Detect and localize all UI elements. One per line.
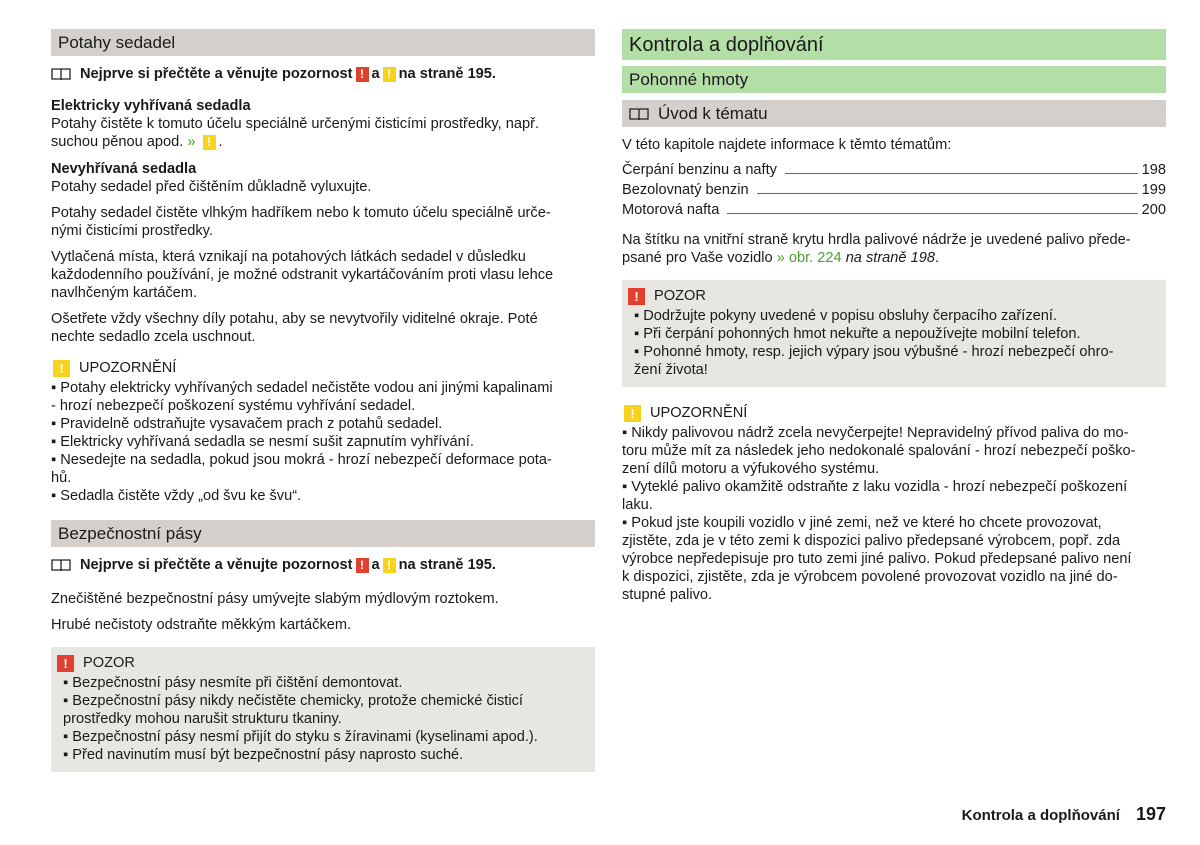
warning-red-icon: !	[356, 558, 369, 573]
list-item: toru může mít za následek jeho nedokonalé spalování - hrozí nebezpečí poško-	[622, 443, 1136, 459]
toc-label: Bezolovnatý benzin	[622, 182, 749, 198]
list-item: hů.	[51, 470, 72, 486]
section-heading-fuels: Pohonné hmoty	[622, 66, 1166, 93]
read-first-page: na straně 195.	[398, 66, 496, 82]
notice-header	[622, 404, 1166, 422]
cross-reference-link[interactable]: »	[187, 134, 196, 150]
list-item: ▪ Dodržujte pokyny uvedené v popisu obsluhy čerpacího zařízení.	[634, 308, 1057, 324]
notice-header	[51, 359, 595, 377]
figure-reference-link[interactable]: » obr. 224	[776, 250, 842, 266]
notice-box-fuel	[622, 404, 1166, 604]
paragraph-line: navlhčeným kartáčem.	[51, 285, 197, 301]
unheated-seats-title: Nevyhřívaná sedadla	[51, 161, 197, 177]
paragraph-damp-cloth	[51, 204, 595, 240]
notice-title: UPOZORNĚNÍ	[79, 360, 177, 376]
right-column	[622, 29, 1166, 604]
danger-box-fuel	[622, 280, 1166, 387]
list-item: k dispozici, zjistěte, zda je výrobcem povolené provozovat vozidlo na jiné do-	[622, 569, 1118, 585]
toc-page: 199	[1141, 182, 1166, 198]
notice-list	[51, 379, 595, 505]
warning-yellow-icon: !	[624, 405, 641, 422]
paragraph-line: Na štítku na vnitřní straně krytu hrdla palivové nádrže je uvedené palivo přede-	[622, 232, 1131, 248]
list-item: stupné palivo.	[622, 587, 713, 603]
paragraph-treat-all-parts	[51, 310, 595, 346]
paragraph-line: nými čisticími prostředky.	[51, 223, 213, 239]
page-reference: na straně 198	[845, 250, 935, 266]
list-item: ▪ Vyteklé palivo okamžitě odstraňte z laku vozidla - hrozí nebezpečí poškození	[622, 479, 1128, 495]
list-item: výrobce nepředepisuje pro tuto zemi jiné palivo. Pokud předepsané palivo není	[622, 551, 1132, 567]
heated-seats-text-2: suchou pěnou apod.	[51, 134, 184, 150]
page-number: 197	[1135, 804, 1166, 824]
list-item: ▪ Elektricky vyhřívaná sedadla se nesmí sušit zapnutím vyhřívání.	[51, 434, 474, 450]
danger-title: POZOR	[654, 288, 706, 304]
list-item: ▪ Pohonné hmoty, resp. jejich výpary jsou výbušné - hrozí nebezpečí ohro-	[634, 344, 1114, 360]
section-heading-seat-covers: Potahy sedadel	[51, 29, 595, 56]
intro-heading-text: Úvod k tématu	[658, 103, 768, 123]
toc-leader	[757, 193, 1138, 194]
belts-paragraph-2: Hrubé nečistoty odstraňte měkkým kartáčkem.	[51, 617, 352, 633]
paragraph-text: psané pro Vaše vozidlo	[622, 250, 773, 266]
toc-entry[interactable]	[622, 199, 1166, 219]
toc-page: 198	[1141, 162, 1166, 178]
danger-header	[626, 287, 1158, 305]
fuel-label-paragraph	[622, 231, 1166, 267]
danger-title: POZOR	[83, 655, 135, 671]
toc-leader	[785, 173, 1138, 174]
list-item: žení života!	[634, 362, 708, 378]
heated-seats-text-1: Potahy čistěte k tomuto účelu speciálně určenými čisticími prostředky, např.	[51, 116, 540, 132]
list-item: ▪ Pokud jste koupili vozidlo v jiné zemi, než ve které ho chcete provozovat,	[622, 515, 1102, 531]
book-icon	[51, 67, 71, 81]
read-first-and: a	[371, 66, 380, 82]
danger-list	[626, 307, 1158, 379]
read-first-text: Nejprve si přečtěte a věnujte pozornost	[80, 557, 353, 573]
danger-list	[55, 674, 587, 764]
list-item: ▪ Bezpečnostní pásy nikdy nečistěte chemicky, protože chemické čisticí	[63, 693, 523, 709]
list-item: ▪ Nikdy palivovou nádrž zcela nevyčerpejte! Nepravidelný přívod paliva do mo-	[622, 425, 1129, 441]
danger-header	[55, 654, 587, 672]
toc-label: Čerpání benzinu a nafty	[622, 162, 777, 178]
list-item: prostředky mohou narušit strukturu tkaniny.	[63, 711, 342, 727]
list-item: ▪ Nesedejte na sedadla, pokud jsou mokrá - hrozí nebezpečí deformace pota-	[51, 452, 552, 468]
toc-entry[interactable]	[622, 159, 1166, 179]
paragraph-line: Vytlačená místa, která vznikají na potahových látkách sedadel v důsledku	[51, 249, 526, 265]
book-icon	[51, 558, 71, 572]
section-heading-seat-belts: Bezpečnostní pásy	[51, 520, 595, 547]
belts-paragraph-1: Znečištěné bezpečnostní pásy umývejte slabým mýdlovým roztokem.	[51, 591, 499, 607]
paragraph-line	[622, 249, 1166, 267]
left-column	[51, 29, 595, 772]
book-icon	[629, 107, 649, 121]
paragraph-line: Ošetřete vždy všechny díly potahu, aby se nevytvořily viditelné okraje. Poté	[51, 311, 538, 327]
danger-box-belts	[51, 647, 595, 772]
list-item: laku.	[622, 497, 653, 513]
notice-title: UPOZORNĚNÍ	[650, 405, 748, 421]
footer-section-title: Kontrola a doplňování	[961, 807, 1120, 824]
paragraph-line: nechte sedadlo zcela uschnout.	[51, 329, 256, 345]
toc-leader	[727, 213, 1137, 214]
list-item: ▪ Potahy elektricky vyhřívaných sedadel nečistěte vodou ani jinými kapalinami	[51, 380, 553, 396]
list-item: - hrozí nebezpečí poškození systému vyhřívání sedadel.	[51, 398, 416, 414]
toc-label: Motorová nafta	[622, 202, 720, 218]
warning-red-icon: !	[57, 655, 74, 672]
intro-heading	[622, 100, 1166, 127]
paragraph-line: Potahy sedadel čistěte vlhkým hadříkem nebo k tomuto účelu speciálně urče-	[51, 205, 551, 221]
read-first-note	[51, 556, 595, 574]
list-item: ▪ Pravidelně odstraňujte vysavačem prach z potahů sedadel.	[51, 416, 443, 432]
read-first-page: na straně 195.	[398, 557, 496, 573]
chapter-heading: Kontrola a doplňování	[622, 29, 1166, 60]
warning-yellow-icon: !	[53, 360, 70, 377]
intro-text: V této kapitole najdete informace k těmto tématům:	[622, 137, 952, 153]
read-first-and: a	[371, 557, 380, 573]
toc-page: 200	[1141, 202, 1166, 218]
heated-seats-text-2-row: suchou pěnou apod. » ! .	[51, 134, 223, 150]
read-first-text: Nejprve si přečtěte a věnujte pozornost	[80, 66, 353, 82]
list-item: ▪ Bezpečnostní pásy nesmí přijít do styku s žíravinami (kyselinami apod.).	[63, 729, 538, 745]
list-item: zjistěte, zda je v této zemi k dispozici palivo předepsané výrobcem, popř. zda	[622, 533, 1121, 549]
list-item: ▪ Při čerpání pohonných hmot nekuřte a nepoužívejte mobilní telefon.	[634, 326, 1081, 342]
table-of-contents	[622, 159, 1166, 219]
paragraph-line: každodenního používání, je možné odstranit vykartáčováním proti vlasu lehce	[51, 267, 554, 283]
read-first-note	[51, 65, 595, 83]
notice-box-seats	[51, 359, 595, 505]
list-item: ▪ Sedadla čistěte vždy „od švu ke švu“.	[51, 488, 302, 504]
list-item: zení dílů motoru a výfukového systému.	[622, 461, 880, 477]
warning-yellow-icon: !	[203, 135, 216, 150]
warning-red-icon: !	[628, 288, 645, 305]
toc-entry[interactable]	[622, 179, 1166, 199]
unheated-seats-text: Potahy sedadel před čištěním důkladně vyluxujte.	[51, 179, 372, 195]
sentence-end: .	[934, 250, 940, 266]
list-item: ▪ Před navinutím musí být bezpečnostní pásy naprosto suché.	[63, 747, 464, 763]
warning-yellow-icon: !	[383, 67, 396, 82]
warning-yellow-icon: !	[383, 558, 396, 573]
list-item: ▪ Bezpečnostní pásy nesmíte při čištění demontovat.	[63, 675, 403, 691]
paragraph-pressed-spots	[51, 248, 595, 302]
notice-list	[622, 424, 1166, 604]
page-footer	[962, 805, 1166, 825]
heated-seats-title: Elektricky vyhřívaná sedadla	[51, 98, 251, 114]
warning-red-icon: !	[356, 67, 369, 82]
